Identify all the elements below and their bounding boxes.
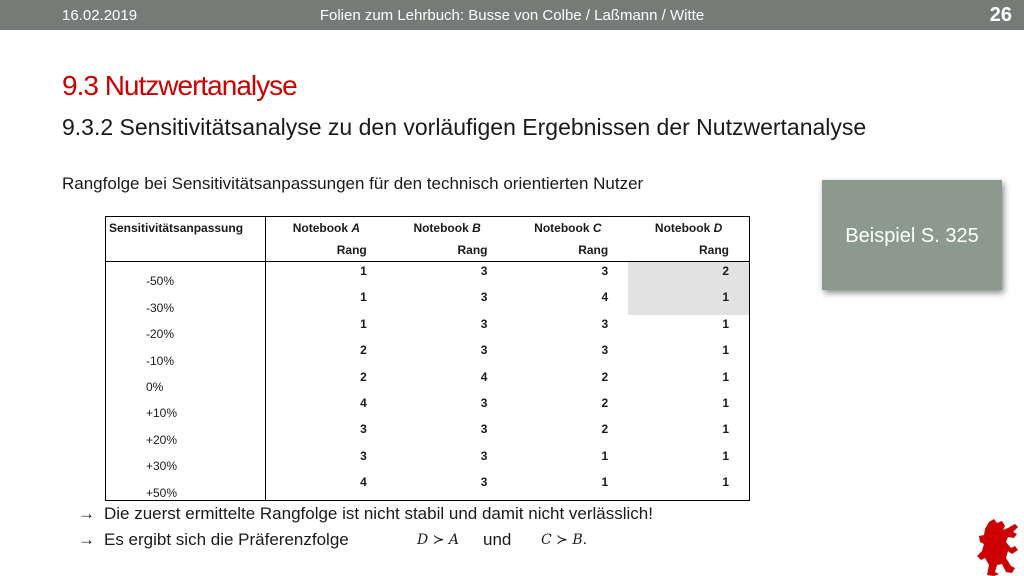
row-label: +50%: [106, 473, 266, 500]
slide-title: 9.3 Nutzwertanalyse: [62, 70, 297, 101]
row-label: +10%: [106, 394, 266, 420]
table-row: [106, 262, 750, 289]
table-row: [106, 394, 750, 420]
rank-cell-highlighted: 2: [628, 262, 749, 289]
subheader-empty: [106, 239, 266, 262]
row-label: 0%: [106, 368, 266, 394]
and-word: und: [483, 530, 512, 549]
header-notebook-c: Notebook C: [534, 221, 602, 235]
rank-cell: 1: [722, 422, 729, 437]
example-reference-box: [822, 180, 1002, 290]
rank-cell: 1: [601, 448, 609, 463]
rank-cell: 1: [360, 290, 367, 305]
table-row: [106, 447, 750, 473]
rank-cell: 1: [722, 395, 729, 410]
sensitivity-table: [105, 216, 750, 501]
rank-cell: 3: [480, 264, 488, 278]
rank-cell: 3: [480, 343, 488, 358]
bullet-text: Die zuerst ermittelte Rangfolge ist nicht stabil und damit nicht verlässlich!: [104, 504, 653, 523]
rank-cell: 1: [722, 343, 729, 358]
rank-cell: 3: [480, 422, 488, 437]
table-caption: Rangfolge bei Sensitivitätsanpassungen für den technisch orientierten Nutzer: [62, 174, 644, 193]
table-row: [106, 315, 750, 341]
header-title: Folien zum Lehrbuch: Busse von Colbe / Laßmann / Witte: [319, 7, 705, 24]
header-sensitivity: Sensitivitätsanpassung: [106, 217, 266, 240]
arrow-right-icon: →: [78, 504, 95, 523]
subheader-rank-b: Rang: [387, 239, 508, 262]
rank-cell: 4: [360, 475, 367, 490]
subheader-rank-a: Rang: [266, 239, 387, 262]
rank-cell: 3: [480, 316, 488, 331]
table-header-row: [106, 217, 750, 240]
row-label: +20%: [106, 420, 266, 446]
row-label: -50%: [106, 262, 266, 289]
rank-cell: 1: [360, 264, 367, 278]
rank-cell: 1: [601, 475, 609, 490]
header-notebook-b: Notebook B: [413, 221, 481, 235]
subheader-rank-c: Rang: [507, 239, 628, 262]
example-reference-label: Beispiel S. 325: [845, 225, 979, 247]
rank-cell: 1: [722, 316, 729, 331]
rank-cell: 3: [601, 316, 609, 331]
page-number: 26: [989, 4, 1012, 26]
rank-cell: 1: [360, 316, 367, 331]
rank-cell: 3: [360, 448, 367, 463]
row-label: -10%: [106, 341, 266, 367]
rank-cell: 3: [601, 343, 609, 358]
rank-cell: 4: [480, 369, 488, 384]
rank-cell: 3: [480, 395, 488, 410]
table-row: [106, 341, 750, 367]
row-label: +30%: [106, 447, 266, 473]
rank-cell: 2: [601, 395, 609, 410]
rank-cell: 2: [601, 369, 609, 384]
rank-cell: 2: [601, 422, 609, 437]
rank-cell: 3: [480, 475, 488, 490]
row-label: -20%: [106, 315, 266, 341]
rank-cell-highlighted: 1: [628, 288, 749, 314]
rank-cell: 1: [722, 448, 729, 463]
table-row: [106, 473, 750, 500]
preference-c-over-b: C ≻ B.: [541, 532, 588, 548]
preference-d-over-a: D ≻ A: [417, 532, 459, 548]
rank-cell: 1: [722, 369, 729, 384]
header-notebook-d: Notebook D: [654, 221, 723, 235]
rank-cell: 1: [722, 475, 729, 490]
subheader-rank-d: Rang: [628, 239, 749, 262]
rank-cell: 2: [360, 369, 367, 384]
rank-cell: 3: [360, 422, 367, 437]
rank-cell: 2: [360, 343, 367, 358]
header-date: 16.02.2019: [62, 7, 138, 24]
row-label: -30%: [106, 288, 266, 314]
rank-cell: 3: [480, 290, 488, 305]
rank-cell: 3: [480, 448, 488, 463]
bullet-text: Es ergibt sich die Präferenzfolge: [104, 530, 349, 549]
slide-subtitle: 9.3.2 Sensitivitätsanalyse zu den vorläufigen Ergebnissen der Nutzwertanalyse: [62, 114, 867, 140]
table-subheader-row: [106, 239, 750, 262]
berlin-bear-icon: [975, 518, 1020, 576]
table-row: [106, 288, 750, 314]
table-row: [106, 420, 750, 446]
rank-cell: 3: [601, 264, 609, 278]
header-notebook-a: Notebook A: [292, 221, 361, 235]
rank-cell: 4: [601, 290, 609, 305]
rank-cell: 4: [360, 395, 367, 410]
table-row: [106, 368, 750, 394]
header-bar: [0, 0, 1024, 30]
arrow-right-icon: →: [78, 530, 95, 549]
